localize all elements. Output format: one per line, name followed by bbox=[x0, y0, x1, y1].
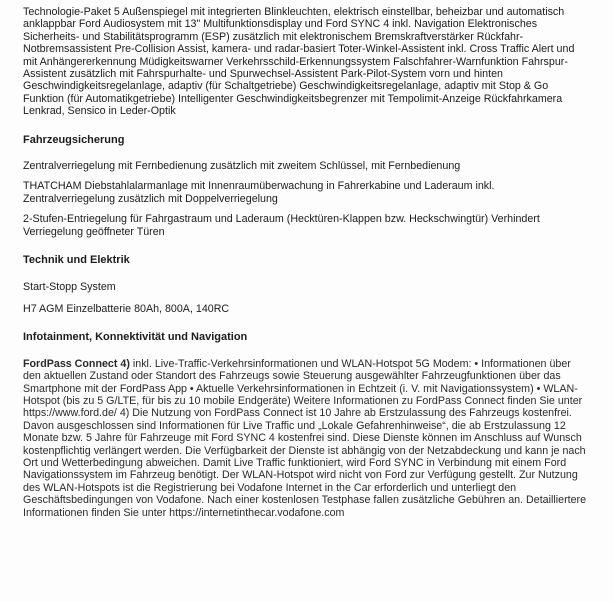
list-item: Zentralverriegelung mit Fernbedienung zusätzlich mit zweitem Schlüssel, mit Fernbedienung bbox=[23, 160, 461, 173]
fordpass-connect-title: FordPass Connect 4) bbox=[23, 357, 130, 370]
intro-paragraph: Technologie-Paket 5 Außenspiegel mit integrierten Blinkleuchten, elektrisch einstellbar, beheizbar und automatisch anklappbar Ford Audiosystem mit 13" Multifunktionsdisplay und Ford SYNC 4 inkl. Navigation Elektronisches Sicherheits- und Stabilitätsprogramm (ESP) zusätzlich mit elektronischem Bremskraftverstärker Rückfahr-Notbremsassistent Pre-Collision Assist, kamera- und radar-basiert Toter-Winkel-Assistent inkl. Cross Traffic Alert und mit Anhängererkennung Müdigkeitswarner Verkehrsschild-Erkennungssystem Falschfahrer-Warnfunktion Fahrspur-Assistent zusätzlich mit Fahrspurhalte- und Spurwechsel-Assistent Park-Pilot-System vorn und hinten Geschwindigkeitsregelanlage, adaptiv (für Schaltgetriebe) Geschwindigkeitsregelanlage, adaptiv mit Stop & Go Funktion (für Automatikgetriebe) Intelligenter Geschwindigkeitsbegrenzer mit Tempolimit-Anzeige Rückfahrkamera Lenkrad, Sensico in Leder-Optik bbox=[23, 6, 575, 118]
list-item: THATCHAM Diebstahlalarmanlage mit Innenraumüberwachung in Fahrerkabine und Laderaum inkl. Zentralverriegelung zusätzlich mit Doppelverriegelung bbox=[23, 180, 495, 205]
document-body bbox=[23, 6, 589, 519]
fordpass-connect-paragraph bbox=[23, 358, 589, 519]
list-item: H7 AGM Einzelbatterie 80Ah, 800A, 140RC bbox=[23, 302, 230, 315]
section-heading-infotainment: Infotainment, Konnektivität und Navigation bbox=[23, 331, 248, 344]
section-heading-technik-und-elektrik: Technik und Elektrik bbox=[23, 254, 130, 267]
list-item: 2-Stufen-Entriegelung für Fahrgastraum und Laderaum (Hecktüren-Klappen bzw. Heckschwingtür) Verhindert Verriegelung geöffneter Türen bbox=[23, 213, 540, 238]
fordpass-connect-text: inkl. Live-Traffic-Verkehrsinformationen und WLAN-Hotspot 5G Modem: • Informationen über den aktuellen Zustand oder Standort des Fahrzeugs sowie Steuerung ausgewählter Fahrzeugfunktionen über das Smartphone mit der FordPass App • Aktuelle Verkehrsinformationen in Echtzeit (i. V. mit Navigationssystem) • WLAN-Hotspot (bis zu 5 G/LTE, für bis zu 10 mobile Endgeräte) Weitere Informationen zu FordPass Connect finden Sie unter https://www.ford.de/ 4) Die Nutzung von FordPass Connect ist 10 Jahre ab Erstzulassung des Fahrzeugs kostenfrei. Davon ausgeschlossen sind Informationen für Live Traffic und „Lokale Gefahrenhinweise“, die ab Erstzulassung 12 Monate bzw. 5 Jahre für Fahrzeuge mit Ford SYNC 4 kostenfrei sind. Diese Dienste können im Anschluss auf Wunsch kostenpflichtig verlängert werden. Die Verfügbarkeit der Dienste ist abhängig von der Netzabdeckung und kann je nach Ort und Wetterbedingung abweichen. Damit Live Traffic funktioniert, wird Ford SYNC in Verbindung mit einem Ford Navigationssystem im Fahrzeug benötigt. Der WLAN-Hotspot wird nicht von Ford zur Verfügung gestellt. Zur Nutzung des WLAN-Hotspots ist die Registrierung bei Vodafone Internet in the Car erforderlich und unterliegt den Geschäftsbedingungen von Vodafone. Nach einer kostenlosen Testphase fallen zusätzliche Gebühren an. Detailliertere Informationen finden Sie unter https://internetinthecar.vodafone.com bbox=[23, 357, 587, 519]
section-heading-fahrzeugsicherung: Fahrzeugsicherung bbox=[23, 133, 125, 146]
list-item: Start-Stopp System bbox=[23, 280, 116, 293]
